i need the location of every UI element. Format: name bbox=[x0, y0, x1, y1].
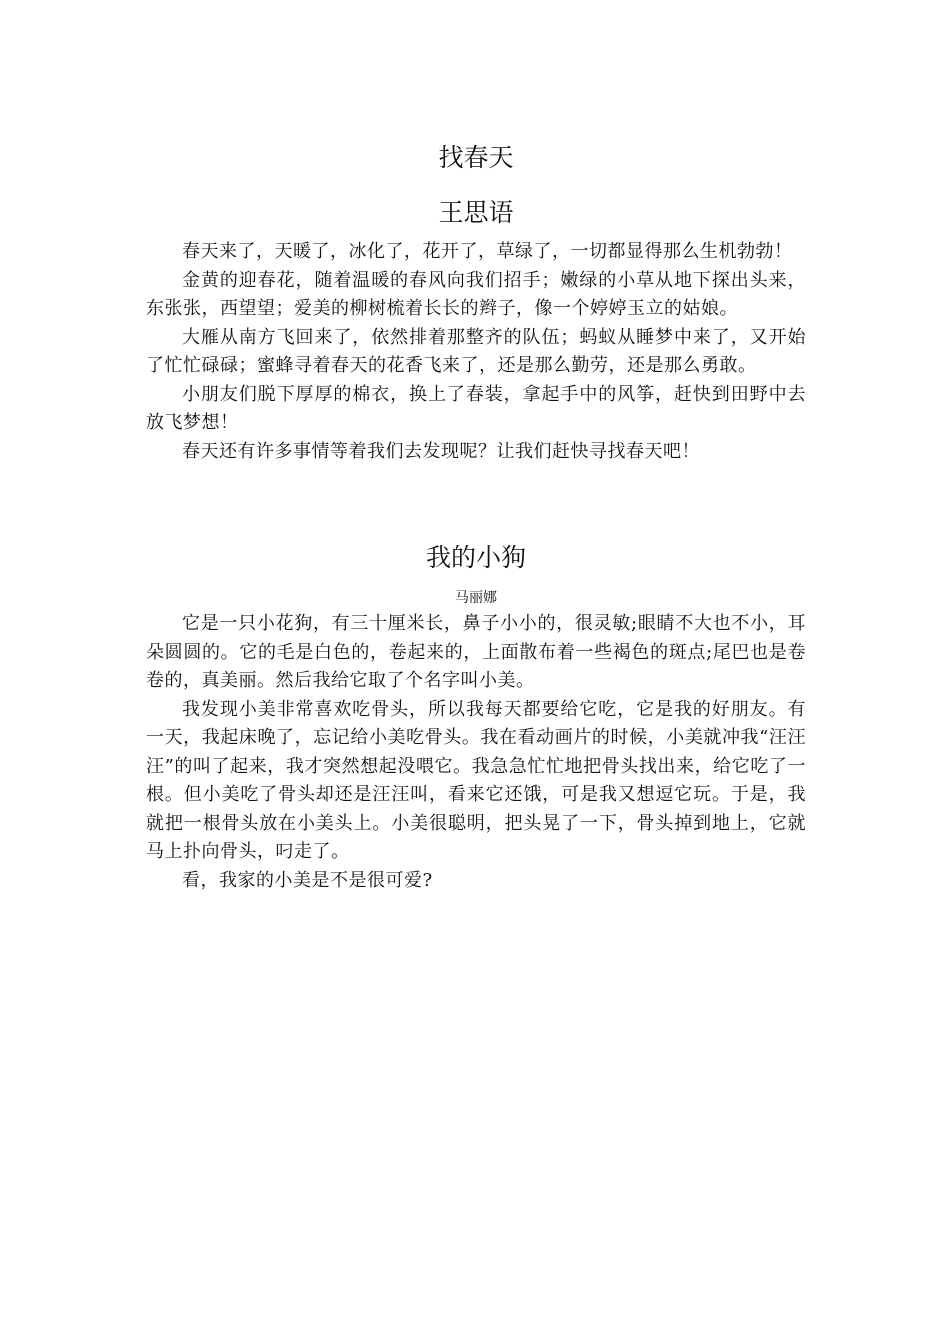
paragraph: 金黄的迎春花，随着温暖的春风向我们招手；嫩绿的小草从地下探出头来，东张张，西望望；爱美的柳树梳着长长的辫子，像一个婷婷玉立的姑娘。 bbox=[146, 269, 806, 319]
essay-author: 王思语 bbox=[438, 198, 514, 227]
paragraph: 看，我家的小美是不是很可爱? bbox=[182, 869, 433, 891]
paragraph: 它是一只小花狗，有三十厘米长，鼻子小小的，很灵敏;眼睛不大也不小，耳朵圆圆的。它的毛是白色的，卷起来的，上面散布着一些褐色的斑点;尾巴也是卷卷的，真美丽。然后我给它取了个名字叫小美。 bbox=[146, 613, 806, 691]
essay-title: 我的小狗 bbox=[425, 543, 526, 572]
paragraph: 春天还有许多事情等着我们去发现呢？让我们赶快寻找春天吧！ bbox=[182, 440, 700, 462]
essay-my-puppy bbox=[146, 538, 806, 895]
essay-author: 马丽娜 bbox=[455, 590, 497, 606]
paragraph: 春天来了，天暖了，冰化了，花开了，草绿了，一切都显得那么生机勃勃！ bbox=[182, 241, 793, 262]
paragraph: 大雁从南方飞回来了，依然排着那整齐的队伍；蚂蚁从睡梦中来了，又开始了忙忙碌碌；蜜蜂寻着春天的花香飞来了，还是那么勤劳，还是那么勇敢。 bbox=[146, 326, 806, 376]
essay-find-spring bbox=[146, 138, 806, 466]
paragraph: 我发现小美非常喜欢吃骨头，所以我每天都要给它吃，它是我的好朋友。有一天，我起床晚了，忘记给小美吃骨头。我在看动画片的时候，小美就冲我“汪汪汪”的叫了起来，我才突然想起没喂它。我急急忙忙地把骨头找出来，给它吃了一根。但小美吃了骨头却还是汪汪叫，看来它还饿，可是我又想逗它玩。于是，我就把一根骨头放在小美头上。小美很聪明，把头晃了一下，骨头掉到地上，它就马上扑向骨头，叼走了。 bbox=[146, 698, 806, 862]
paragraph: 小朋友们脱下厚厚的棉衣，换上了春装，拿起手中的风筝，赶快到田野中去放飞梦想！ bbox=[146, 383, 806, 433]
essay-title: 找春天 bbox=[438, 143, 514, 172]
